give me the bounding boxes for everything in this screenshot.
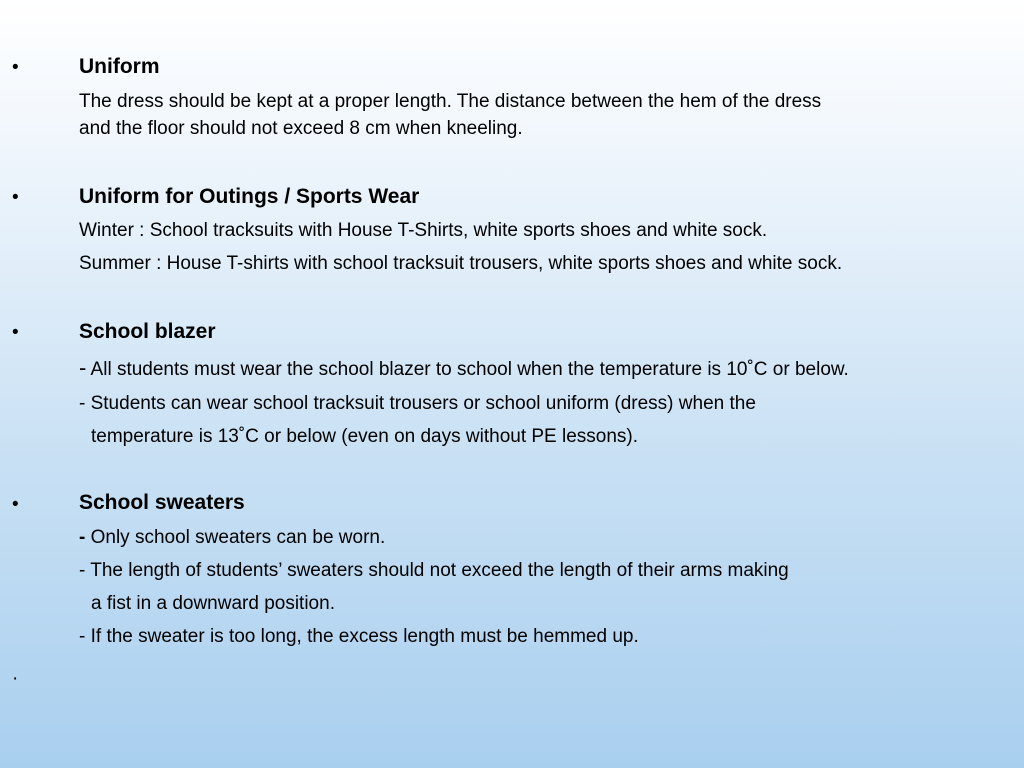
sweaters-item-2-line-2: a fist in a downward position. bbox=[91, 593, 335, 614]
sweaters-item-3: - If the sweater is too long, the excess length must be hemmed up. bbox=[79, 626, 639, 647]
trailing-bullet: · bbox=[12, 668, 19, 689]
bullet-outings: • bbox=[12, 187, 19, 208]
sweaters-item-1-text: Only school sweaters can be worn. bbox=[85, 527, 386, 548]
outings-summer-text: Summer : House T-shirts with school tracksuit trousers, white sports shoes and white sock. bbox=[79, 253, 843, 274]
sweaters-item-2-line-1: - The length of students’ sweaters should not exceed the length of their arms making bbox=[79, 560, 789, 581]
outings-winter-text: Winter : School tracksuits with House T-Shirts, white sports shoes and white sock. bbox=[79, 220, 768, 241]
blazer-item-1 bbox=[79, 357, 849, 381]
blazer-item-2-line-1: - Students can wear school tracksuit trousers or school uniform (dress) when the bbox=[79, 393, 756, 414]
blazer-item-2-line-2: temperature is 13˚C or below (even on days without PE lessons). bbox=[91, 426, 639, 447]
uniform-text-line-1: The dress should be kept at a proper length. The distance between the hem of the dress bbox=[79, 91, 822, 112]
heading-uniform: Uniform bbox=[79, 55, 160, 78]
uniform-text-line-2: and the floor should not exceed 8 cm when kneeling. bbox=[79, 118, 523, 139]
heading-outings: Uniform for Outings / Sports Wear bbox=[79, 185, 420, 208]
heading-sweaters: School sweaters bbox=[79, 491, 245, 514]
bullet-sweaters: • bbox=[12, 494, 19, 515]
blazer-item-1-text: All students must wear the school blazer to school when the temperature is 10˚C or below. bbox=[86, 359, 849, 380]
sweaters-item-1 bbox=[79, 527, 385, 549]
bullet-uniform: • bbox=[12, 57, 19, 78]
sweaters-item-1-dash: - bbox=[79, 527, 86, 548]
bullet-blazer: • bbox=[12, 322, 19, 343]
blazer-item-1-dash: - bbox=[79, 355, 87, 380]
heading-blazer: School blazer bbox=[79, 320, 216, 343]
